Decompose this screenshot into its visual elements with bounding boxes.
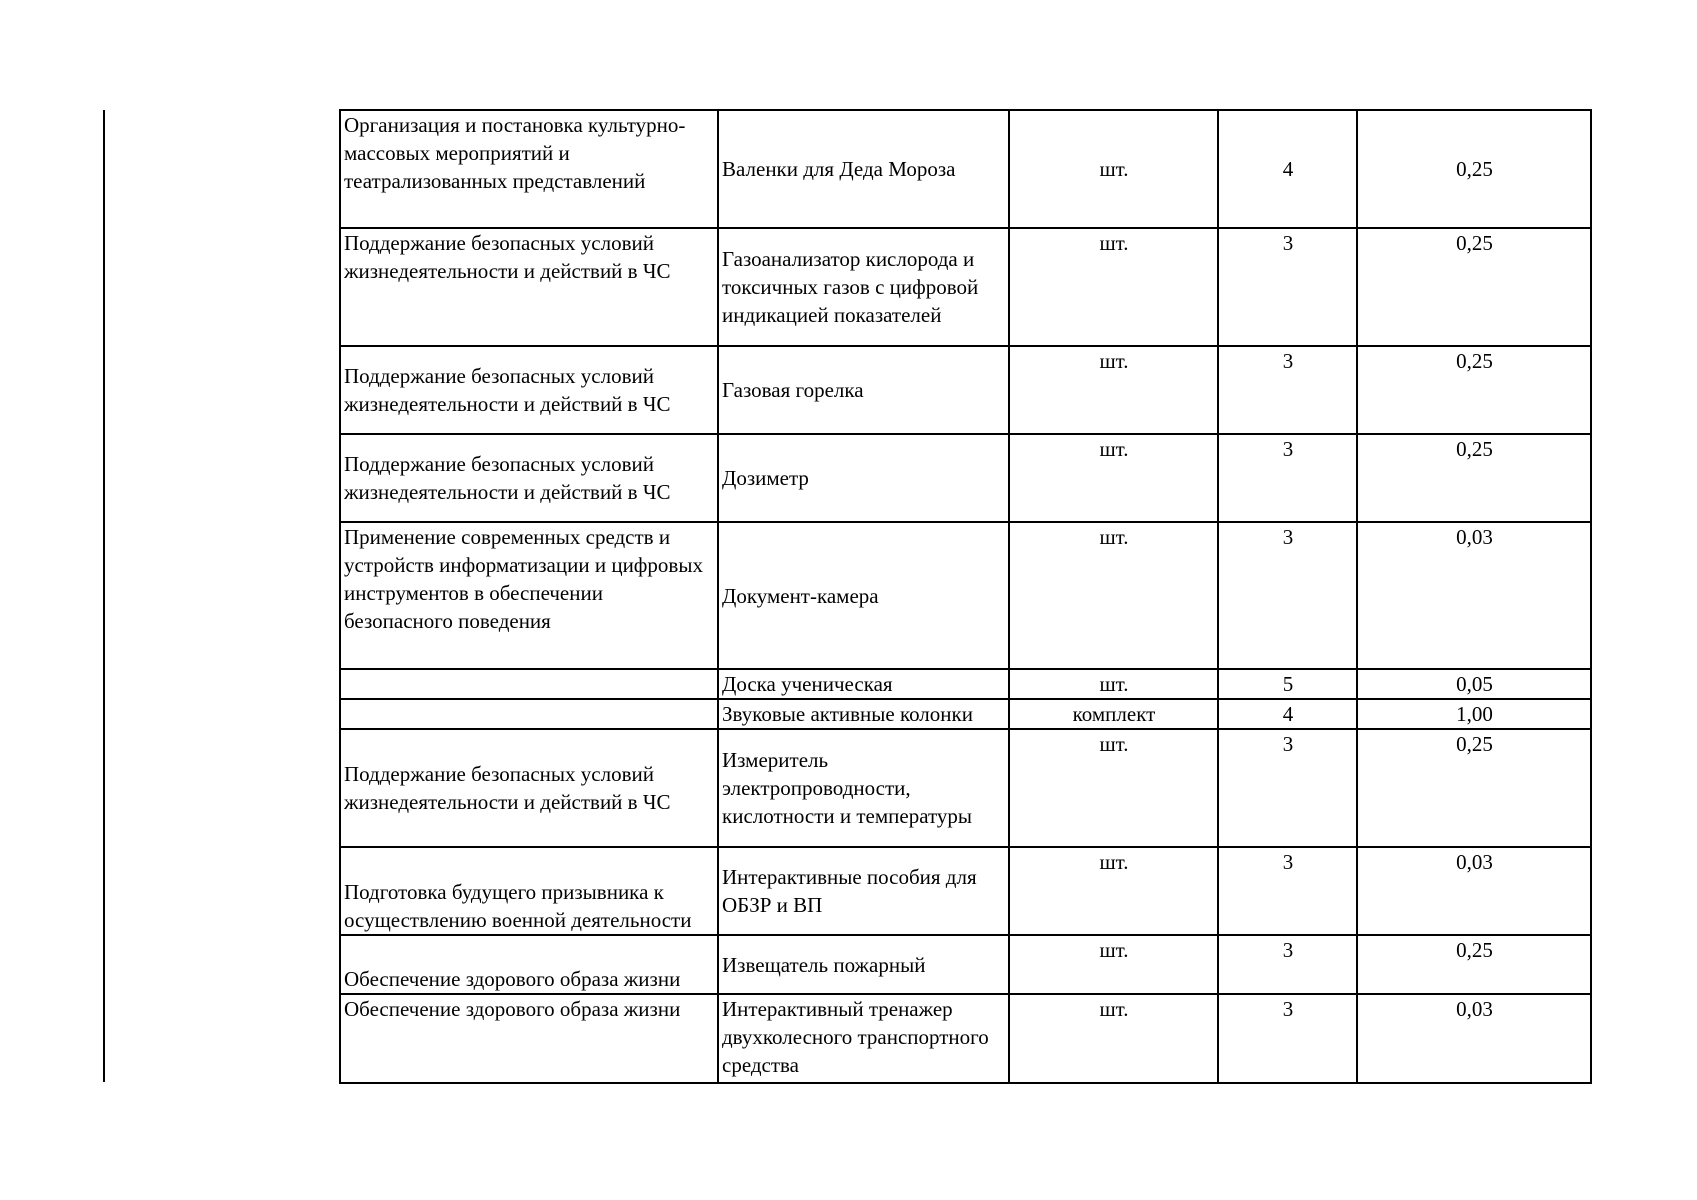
ratio-cell: 0,25 [1357, 346, 1591, 434]
item-name-cell: Валенки для Деда Мороза [718, 110, 1009, 228]
activity-cell: Поддержание безопасных условий жизнедеятельности и действий в ЧС [340, 228, 718, 346]
ratio-cell: 1,00 [1357, 699, 1591, 729]
table-row [340, 669, 1591, 699]
item-name-cell: Интерактивные пособия для ОБЗР и ВП [718, 847, 1009, 935]
activity-cell: Организация и постановка культурно-массовых мероприятий и театрализованных представлений [340, 110, 718, 228]
ratio-cell: 0,25 [1357, 935, 1591, 994]
activity-cell: Подготовка будущего призывника к осуществлению военной деятельности [340, 847, 718, 935]
unit-cell: комплект [1009, 699, 1218, 729]
quantity-cell: 3 [1218, 847, 1357, 935]
ratio-cell: 0,03 [1357, 994, 1591, 1083]
unit-cell: шт. [1009, 847, 1218, 935]
unit-cell: шт. [1009, 669, 1218, 699]
equipment-table [339, 109, 1592, 1084]
item-name-cell: Документ-камера [718, 522, 1009, 669]
unit-cell: шт. [1009, 228, 1218, 346]
table-row [340, 994, 1591, 1083]
table-row [340, 935, 1591, 994]
table-row [340, 522, 1591, 669]
unit-cell: шт. [1009, 729, 1218, 847]
ratio-cell: 0,25 [1357, 110, 1591, 228]
ratio-cell: 0,03 [1357, 522, 1591, 669]
quantity-cell: 3 [1218, 935, 1357, 994]
table-row [340, 346, 1591, 434]
activity-cell: Поддержание безопасных условий жизнедеятельности и действий в ЧС [340, 729, 718, 847]
quantity-cell: 3 [1218, 346, 1357, 434]
ratio-cell: 0,03 [1357, 847, 1591, 935]
quantity-cell: 3 [1218, 994, 1357, 1083]
item-name-cell: Газовая горелка [718, 346, 1009, 434]
activity-cell: Применение современных средств и устройств информатизации и цифровых инструментов в обеспечении безопасного поведения [340, 522, 718, 669]
activity-cell: Поддержание безопасных условий жизнедеятельности и действий в ЧС [340, 346, 718, 434]
item-name-cell: Интерактивный тренажер двухколесного транспортного средства [718, 994, 1009, 1083]
quantity-cell: 3 [1218, 434, 1357, 522]
activity-cell [340, 669, 718, 699]
ratio-cell: 0,25 [1357, 729, 1591, 847]
table-row [340, 729, 1591, 847]
unit-cell: шт. [1009, 346, 1218, 434]
activity-cell: Поддержание безопасных условий жизнедеятельности и действий в ЧС [340, 434, 718, 522]
item-name-cell: Измеритель электропроводности, кислотности и температуры [718, 729, 1009, 847]
item-name-cell: Извещатель пожарный [718, 935, 1009, 994]
activity-cell: Обеспечение здорового образа жизни [340, 935, 718, 994]
quantity-cell: 4 [1218, 110, 1357, 228]
table-row [340, 699, 1591, 729]
quantity-cell: 3 [1218, 729, 1357, 847]
item-name-cell: Звуковые активные колонки [718, 699, 1009, 729]
quantity-cell: 3 [1218, 228, 1357, 346]
unit-cell: шт. [1009, 935, 1218, 994]
quantity-cell: 5 [1218, 669, 1357, 699]
activity-cell: Обеспечение здорового образа жизни [340, 994, 718, 1083]
table-row [340, 847, 1591, 935]
activity-cell [340, 699, 718, 729]
unit-cell: шт. [1009, 110, 1218, 228]
quantity-cell: 4 [1218, 699, 1357, 729]
table-row [340, 110, 1591, 228]
unit-cell: шт. [1009, 522, 1218, 669]
item-name-cell: Доска ученическая [718, 669, 1009, 699]
ratio-cell: 0,25 [1357, 228, 1591, 346]
ratio-cell: 0,25 [1357, 434, 1591, 522]
item-name-cell: Газоанализатор кислорода и токсичных газов с цифровой индикацией показателей [718, 228, 1009, 346]
ratio-cell: 0,05 [1357, 669, 1591, 699]
table-row [340, 434, 1591, 522]
unit-cell: шт. [1009, 434, 1218, 522]
left-margin-line [103, 110, 105, 1082]
quantity-cell: 3 [1218, 522, 1357, 669]
table-row [340, 228, 1591, 346]
item-name-cell: Дозиметр [718, 434, 1009, 522]
unit-cell: шт. [1009, 994, 1218, 1083]
